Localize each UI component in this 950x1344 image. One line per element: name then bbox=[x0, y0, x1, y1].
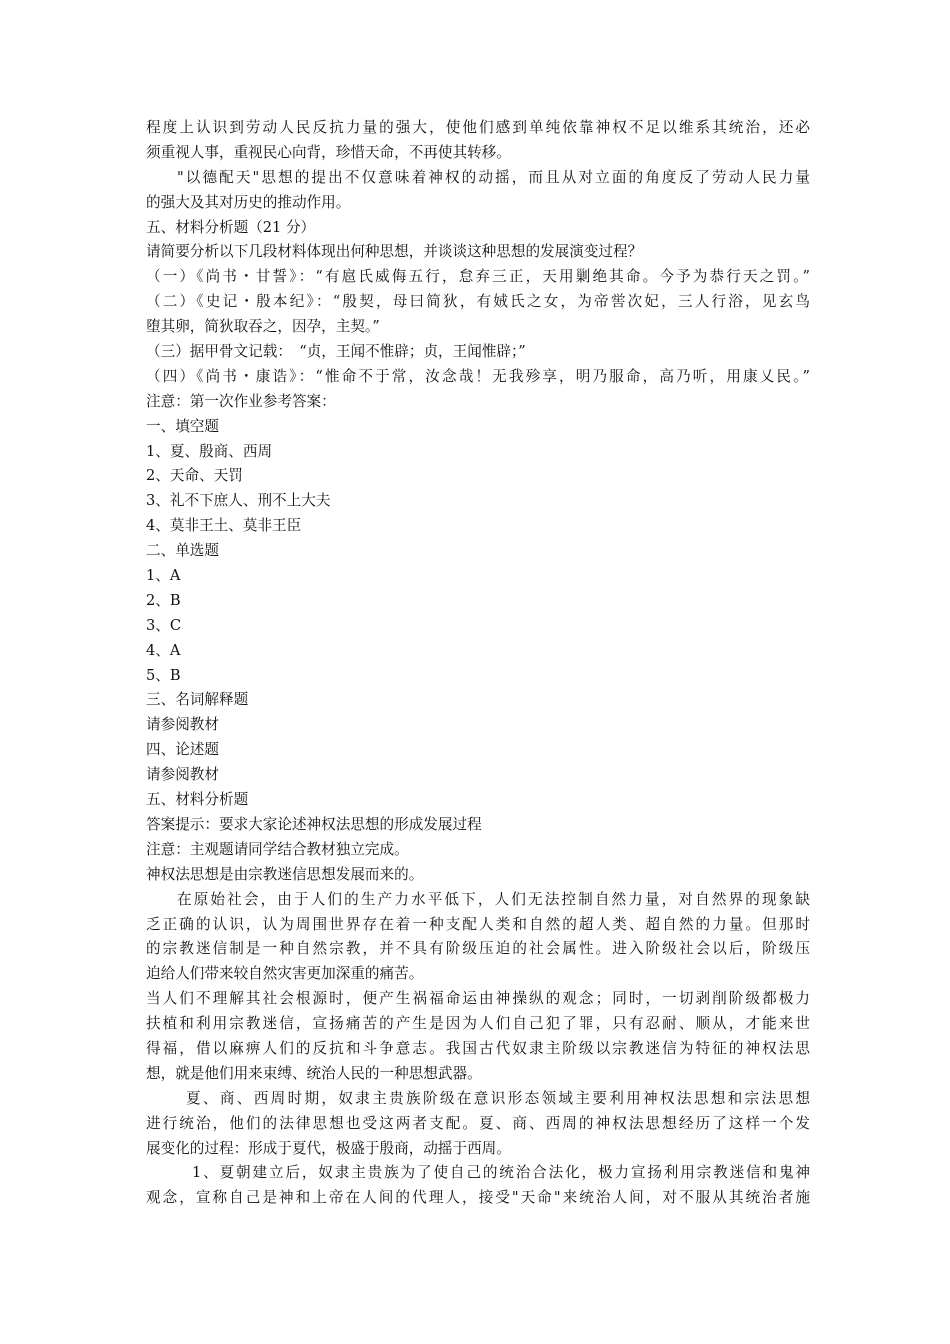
document-body bbox=[146, 116, 810, 1211]
section-heading: 四、论述题 bbox=[146, 741, 219, 759]
text-line: 1、夏朝建立后，奴隶主贵族为了使自己的统治合法化，极力宣扬利用宗教迷信和鬼神 bbox=[192, 1164, 810, 1182]
answer-item: 4、A bbox=[146, 641, 181, 659]
text-line: 的强大及其对历史的推动作用。 bbox=[146, 193, 351, 211]
material-item: （四）《尚书・康诰》：“惟命不于常，汝念哉！无我殄享，明乃服命，高乃听，用康乂民。” bbox=[146, 367, 810, 385]
text-line: 在原始社会，由于人们的生产力水平低下，人们无法控制自然力量，对自然界的现象缺 bbox=[177, 890, 810, 908]
text-line: 展变化的过程：形成于夏代，极盛于殷商，动摇于西周。 bbox=[146, 1139, 511, 1157]
section-heading: 三、名词解释题 bbox=[146, 691, 249, 709]
material-item: （二）《史记・殷本纪》：“殷契，母曰简狄，有娀氏之女，为帝喾次妃，三人行浴，见玄鸟 bbox=[146, 293, 810, 311]
note-line: 注意：第一次作业参考答案： bbox=[146, 392, 336, 410]
answer-item: 5、B bbox=[146, 666, 181, 684]
text-line: 观念，宣称自己是神和上帝在人间的代理人，接受"天命"来统治人间，对不服从其统治者施 bbox=[146, 1189, 810, 1207]
text-line: 乏正确的认识，认为周围世界存在着一种支配人类和自然的超人类、超自然的力量。但那时 bbox=[146, 915, 810, 933]
answer-item: 1、A bbox=[146, 567, 181, 585]
answer-item: 2、天命、天罚 bbox=[146, 467, 243, 485]
section-heading: 五、材料分析题（21 分） bbox=[146, 218, 316, 236]
answer-item: 4、莫非王土、莫非王臣 bbox=[146, 517, 302, 535]
text-line: "以德配天"思想的提出不仅意味着神权的动摇，而且从对立面的角度反了劳动人民力量 bbox=[177, 168, 810, 186]
text-line: 扶植和利用宗教迷信，宣扬痛苦的产生是因为人们自己犯了罪，只有忍耐、顺从，才能来世 bbox=[146, 1015, 810, 1033]
text-line: 须重视人事，重视民心向背，珍惜天命，不再使其转移。 bbox=[146, 143, 511, 161]
text-line: 进行统治，他们的法律思想也受这两者支配。夏、商、西周的神权法思想经历了这样一个发 bbox=[146, 1114, 810, 1132]
material-item: （三）据甲骨文记载： “贞，王闻不惟辟；贞，王闻惟辟；” bbox=[146, 343, 526, 361]
material-item-continued: 堕其卵，简狄取吞之，因孕，主契。” bbox=[146, 318, 380, 336]
text-line: 当人们不理解其社会根源时，便产生祸福命运由神操纵的观念；同时，一切剥削阶级都极力 bbox=[146, 990, 810, 1008]
text-line: 迫给人们带来较自然灾害更加深重的痛苦。 bbox=[146, 965, 424, 983]
answer-hint: 答案提示：要求大家论述神权法思想的形成发展过程 bbox=[146, 815, 482, 833]
text-line: 夏、商、西周时期，奴隶主贵族阶级在意识形态领域主要利用神权法思想和宗法思想 bbox=[186, 1089, 810, 1107]
text-line: 得福，借以麻痹人们的反抗和斗争意志。我国古代奴隶主阶级以宗教迷信为特征的神权法思 bbox=[146, 1039, 810, 1057]
answer-item: 2、B bbox=[146, 591, 181, 609]
answer-item: 3、礼不下庶人、刑不上大夫 bbox=[146, 492, 331, 510]
section-heading: 二、单选题 bbox=[146, 542, 219, 560]
section-heading: 一、填空题 bbox=[146, 417, 219, 435]
question-prompt: 请简要分析以下几段材料体现出何种思想，并谈谈这种思想的发展演变过程？ bbox=[146, 243, 643, 261]
answer-item: 请参阅教材 bbox=[146, 766, 219, 784]
answer-item: 1、夏、殷商、西周 bbox=[146, 442, 273, 460]
material-item: （一）《尚书・甘誓》：“有扈氏威侮五行，怠弃三正，天用剿绝其命。今予为恭行天之罚。” bbox=[146, 268, 810, 286]
note-line: 注意：主观题请同学结合教材独立完成。 bbox=[146, 840, 409, 858]
answer-item: 3、C bbox=[146, 616, 182, 634]
text-line: 的宗教迷信制是一种自然宗教，并不具有阶级压迫的社会属性。进入阶级社会以后，阶级压 bbox=[146, 940, 810, 958]
answer-item: 请参阅教材 bbox=[146, 716, 219, 734]
text-line: 神权法思想是由宗教迷信思想发展而来的。 bbox=[146, 865, 424, 883]
text-line: 程度上认识到劳动人民反抗力量的强大，使他们感到单纯依靠神权不足以维系其统治，还必 bbox=[146, 119, 810, 136]
section-heading: 五、材料分析题 bbox=[146, 791, 249, 809]
text-line: 想，就是他们用来束缚、统治人民的一种思想武器。 bbox=[146, 1064, 482, 1082]
